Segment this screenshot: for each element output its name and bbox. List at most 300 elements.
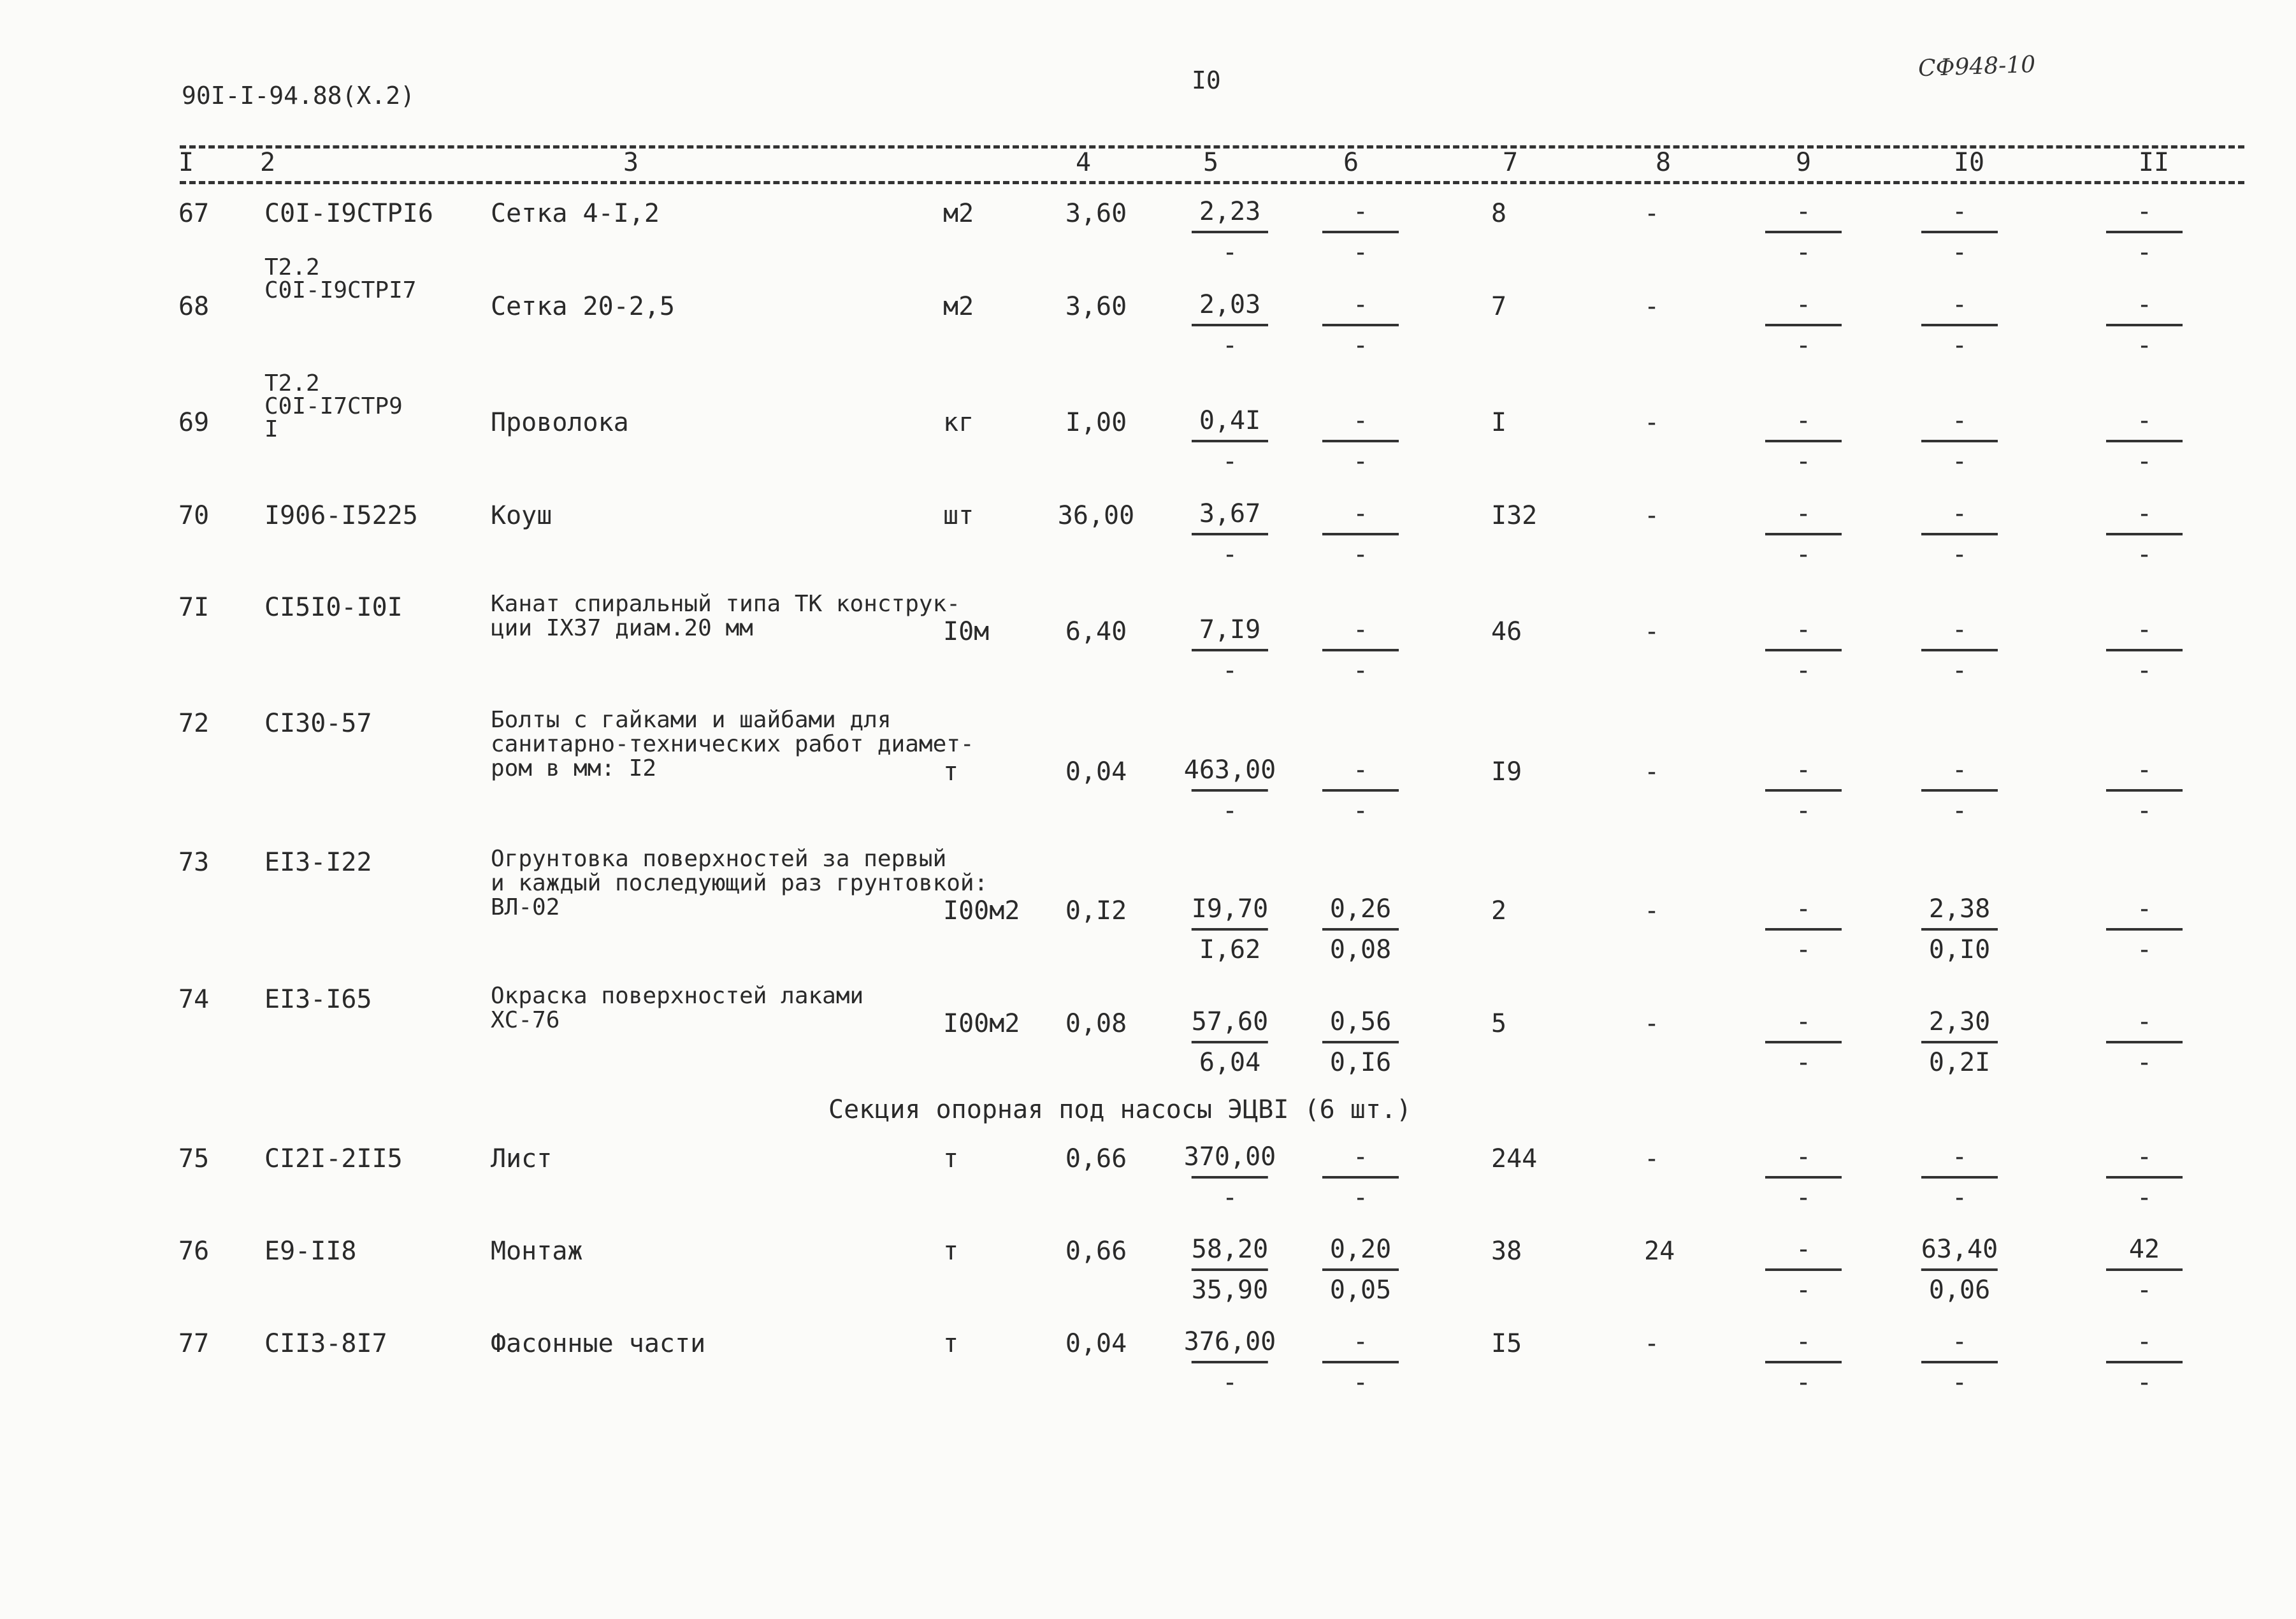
quantity: 0,08 — [1065, 1009, 1127, 1038]
quantity: 0,04 — [1065, 1329, 1127, 1358]
col6-value-top: - — [1352, 290, 1369, 319]
item-name: Огрунтовка поверхностей за первый — [491, 846, 947, 872]
col9-value-top: - — [1795, 499, 1812, 528]
fraction-line — [1765, 1361, 1842, 1363]
col6-value-top: - — [1352, 406, 1369, 435]
col11-value-top: - — [2136, 1142, 2153, 1172]
col11-value-bottom: - — [2136, 1275, 2153, 1305]
col6-value-top: - — [1352, 1327, 1369, 1356]
item-code: C0I-I9CTPI7 — [264, 277, 417, 303]
unit: I00м2 — [943, 1009, 1020, 1038]
quantity: 6,40 — [1065, 617, 1127, 646]
item-name: Канат спиральный типа ТК конструк- — [491, 591, 960, 617]
item-name: Сетка 4-I,2 — [491, 199, 660, 228]
item-name: и каждый последующий раз грунтовкой: — [491, 870, 988, 896]
col5-value — [1184, 1144, 1276, 1210]
col10-value — [1921, 199, 1998, 265]
item-name: Проволока — [491, 408, 629, 437]
item-code: EI3-I22 — [264, 848, 372, 877]
col10-value — [1921, 1144, 1998, 1210]
col10-value-bottom: 0,I0 — [1928, 935, 1991, 964]
col9-value — [1765, 1009, 1842, 1075]
col9-value-top: - — [1795, 1235, 1812, 1264]
col7-value: 46 — [1491, 617, 1522, 646]
unit: кг — [943, 408, 974, 437]
col11-value-bottom: - — [2136, 1183, 2153, 1212]
col11-value — [2106, 408, 2183, 474]
col6-value — [1322, 1144, 1399, 1210]
col11-value-bottom: - — [2136, 935, 2153, 964]
fraction-line — [1192, 1361, 1268, 1363]
column-number: 9 — [1795, 148, 1812, 177]
col10-value-top: - — [1951, 290, 1968, 319]
item-code: CI2I-2II5 — [264, 1144, 403, 1173]
fraction-line — [2106, 533, 2183, 535]
col5-value-bottom: - — [1222, 656, 1238, 685]
col11-value-bottom: - — [2136, 796, 2153, 825]
col9-value-top: - — [1795, 290, 1812, 319]
col10-value — [1921, 757, 1998, 824]
col10-value — [1921, 501, 1998, 567]
col11-value — [2106, 757, 2183, 824]
unit: I0м — [943, 617, 990, 646]
col11-value-top: - — [2136, 894, 2153, 924]
column-number: I0 — [1953, 148, 1985, 177]
col5-value — [1192, 896, 1268, 962]
col10-value-top: 63,40 — [1921, 1235, 1998, 1264]
row-number: 74 — [178, 985, 210, 1014]
col10-value-bottom: - — [1951, 1368, 1968, 1397]
item-name: Коуш — [491, 501, 552, 530]
col11-value — [2106, 1144, 2183, 1210]
item-name: ВЛ-02 — [491, 894, 560, 920]
column-number: I — [178, 148, 194, 177]
col10-value-top: - — [1951, 615, 1968, 644]
quantity: 0,66 — [1065, 1144, 1127, 1173]
col11-value-bottom: - — [2136, 1368, 2153, 1397]
col5-value-top: 57,60 — [1191, 1007, 1269, 1036]
item-code: T2.2 — [264, 254, 320, 280]
col6-value-top: - — [1352, 755, 1369, 785]
col10-value — [1921, 1237, 1998, 1303]
col10-value — [1921, 408, 1998, 474]
fraction-line — [1322, 928, 1399, 931]
col9-value-bottom: - — [1795, 1368, 1812, 1397]
row-number: 69 — [178, 408, 210, 437]
col9-value — [1765, 617, 1842, 683]
row-number: 72 — [178, 709, 210, 738]
col7-value: I32 — [1491, 501, 1538, 530]
col9-value — [1765, 408, 1842, 474]
item-code: T2.2 — [264, 370, 320, 396]
quantity: 0,04 — [1065, 757, 1127, 787]
col5-value-top: 463,00 — [1183, 755, 1276, 785]
col6-value-bottom: 0,I6 — [1329, 1048, 1392, 1077]
col7-value: 7 — [1491, 292, 1507, 321]
fraction-line — [1921, 789, 1998, 792]
col6-value-bottom: - — [1352, 331, 1369, 360]
fraction-line — [2106, 1361, 2183, 1363]
document-code: 90I-I-94.88(X.2) — [182, 82, 415, 110]
fraction-line — [1921, 1268, 1998, 1271]
item-code: C0I-I7CTP9 — [264, 393, 403, 419]
item-name: Монтаж — [491, 1237, 583, 1266]
col11-value-top: - — [2136, 290, 2153, 319]
col5-value-bottom: - — [1222, 540, 1238, 569]
col6-value — [1322, 501, 1399, 567]
col11-value-bottom: - — [2136, 238, 2153, 267]
col6-value-bottom: - — [1352, 796, 1369, 825]
col5-value-top: 0,4I — [1199, 406, 1261, 435]
col10-value-top: - — [1951, 499, 1968, 528]
fraction-line — [1765, 533, 1842, 535]
col5-value-bottom: - — [1222, 1368, 1238, 1397]
column-number: 3 — [623, 148, 639, 177]
col9-value-top: - — [1795, 755, 1812, 785]
col9-value-top: - — [1795, 1142, 1812, 1172]
col11-value-top: 42 — [2128, 1235, 2160, 1264]
col11-value — [2106, 199, 2183, 265]
col5-value — [1192, 501, 1268, 567]
col9-value-bottom: - — [1795, 935, 1812, 964]
col7-value: 8 — [1491, 199, 1507, 228]
col11-value — [2106, 1329, 2183, 1395]
col6-value — [1322, 1237, 1399, 1303]
col9-value-top: - — [1795, 615, 1812, 644]
col11-value — [2106, 1009, 2183, 1075]
col11-value — [2106, 501, 2183, 567]
col6-value-top: - — [1352, 1142, 1369, 1172]
item-code: E9-II8 — [264, 1237, 357, 1266]
col9-value — [1765, 896, 1842, 962]
col10-value-top: 2,38 — [1928, 894, 1991, 924]
fraction-line — [2106, 928, 2183, 931]
col9-value-top: - — [1795, 406, 1812, 435]
col10-value-top: - — [1951, 755, 1968, 785]
col9-value-bottom: - — [1795, 796, 1812, 825]
quantity: 3,60 — [1065, 292, 1127, 321]
col11-value-bottom: - — [2136, 1048, 2153, 1077]
fraction-line — [2106, 789, 2183, 792]
fraction-line — [1921, 649, 1998, 651]
col5-value-bottom: - — [1222, 796, 1238, 825]
fraction-line — [1921, 1041, 1998, 1043]
fraction-line — [1192, 1041, 1268, 1043]
col11-value-top: - — [2136, 1327, 2153, 1356]
col6-value-top: 0,20 — [1329, 1235, 1392, 1264]
col9-value-top: - — [1795, 1007, 1812, 1036]
col7-value: I9 — [1491, 757, 1522, 787]
fraction-line — [1192, 789, 1268, 792]
col10-value-bottom: - — [1951, 796, 1968, 825]
col6-value — [1322, 1329, 1399, 1395]
col5-value-top: 7,I9 — [1199, 615, 1261, 644]
col9-value — [1765, 199, 1842, 265]
col10-value-top: - — [1951, 1327, 1968, 1356]
fraction-line — [1921, 1176, 1998, 1179]
col8-value: - — [1644, 1329, 1660, 1358]
fraction-line — [1765, 649, 1842, 651]
col8-value: - — [1644, 617, 1660, 646]
fraction-line — [1192, 1268, 1268, 1271]
handwritten-note: СФ948-10 — [1917, 51, 2036, 82]
col10-value-top: - — [1951, 406, 1968, 435]
quantity: 36,00 — [1057, 501, 1135, 530]
col9-value-bottom: - — [1795, 1275, 1812, 1305]
fraction-line — [1322, 1268, 1399, 1271]
fraction-line — [1322, 440, 1399, 442]
col7-value: 38 — [1491, 1237, 1522, 1266]
fraction-line — [1921, 533, 1998, 535]
section-title: Секция опорная под насосы ЭЦВI (6 шт.) — [828, 1095, 1412, 1124]
col11-value — [2106, 896, 2183, 962]
col5-value — [1192, 1237, 1268, 1303]
col9-value-bottom: - — [1795, 238, 1812, 267]
row-number: 73 — [178, 848, 210, 877]
unit: т — [943, 1144, 959, 1173]
col10-value — [1921, 1009, 1998, 1075]
fraction-line — [1322, 1361, 1399, 1363]
col5-value-top: 58,20 — [1191, 1235, 1269, 1264]
fraction-line — [1192, 440, 1268, 442]
col10-value — [1921, 1329, 1998, 1395]
col6-value-top: - — [1352, 197, 1369, 226]
col7-value: 244 — [1491, 1144, 1538, 1173]
col11-value-bottom: - — [2136, 331, 2153, 360]
quantity: 3,60 — [1065, 199, 1127, 228]
fraction-line — [1765, 324, 1842, 326]
col10-value-bottom: - — [1951, 447, 1968, 476]
col5-value-top: 370,00 — [1183, 1142, 1276, 1172]
col9-value-top: - — [1795, 1327, 1812, 1356]
col6-value-top: 0,56 — [1329, 1007, 1392, 1036]
column-number: 5 — [1202, 148, 1219, 177]
col6-value — [1322, 617, 1399, 683]
fraction-line — [1921, 1361, 1998, 1363]
col9-value — [1765, 1329, 1842, 1395]
fraction-line — [1322, 649, 1399, 651]
col5-value — [1192, 292, 1268, 358]
col6-value — [1322, 757, 1399, 824]
col6-value-top: 0,26 — [1329, 894, 1392, 924]
col8-value: - — [1644, 408, 1660, 437]
col6-value-bottom: 0,08 — [1329, 935, 1392, 964]
col5-value-bottom: - — [1222, 238, 1238, 267]
column-number: II — [2138, 148, 2170, 177]
fraction-line — [1921, 231, 1998, 233]
unit: м2 — [943, 199, 974, 228]
unit: т — [943, 757, 959, 787]
fraction-line — [1765, 928, 1842, 931]
fraction-line — [1192, 533, 1268, 535]
fraction-line — [1192, 324, 1268, 326]
fraction-line — [1765, 1041, 1842, 1043]
item-code: I — [264, 416, 278, 442]
col11-value-bottom: - — [2136, 447, 2153, 476]
col9-value — [1765, 757, 1842, 824]
col9-value-bottom: - — [1795, 540, 1812, 569]
quantity: 0,66 — [1065, 1237, 1127, 1266]
fraction-line — [1192, 928, 1268, 931]
unit: I00м2 — [943, 896, 1020, 926]
col5-value — [1192, 199, 1268, 265]
fraction-line — [2106, 1176, 2183, 1179]
header-divider-bottom — [180, 181, 2244, 184]
fraction-line — [1765, 1268, 1842, 1271]
item-code: CI5I0-I0I — [264, 593, 403, 622]
col7-value: I — [1491, 408, 1507, 437]
col6-value-bottom: - — [1352, 447, 1369, 476]
col11-value-bottom: - — [2136, 540, 2153, 569]
fraction-line — [1921, 440, 1998, 442]
row-number: 67 — [178, 199, 210, 228]
item-code: CI30-57 — [264, 709, 372, 738]
item-name: Болты с гайками и шайбами для — [491, 707, 892, 733]
col6-value — [1322, 896, 1399, 962]
col10-value-bottom: - — [1951, 540, 1968, 569]
row-number: 68 — [178, 292, 210, 321]
col9-value-top: - — [1795, 894, 1812, 924]
col11-value-top: - — [2136, 755, 2153, 785]
unit: т — [943, 1329, 959, 1358]
col6-value-bottom: - — [1352, 238, 1369, 267]
col11-value — [2106, 292, 2183, 358]
col10-value-top: - — [1951, 1142, 1968, 1172]
fraction-line — [1921, 928, 1998, 931]
row-number: 7I — [178, 593, 210, 622]
col10-value — [1921, 292, 1998, 358]
col5-value-bottom: - — [1222, 331, 1238, 360]
col5-value-top: 3,67 — [1199, 499, 1261, 528]
item-name: ром в мм: I2 — [491, 755, 657, 781]
fraction-line — [2106, 440, 2183, 442]
column-number: 8 — [1655, 148, 1671, 177]
col9-value-bottom: - — [1795, 1048, 1812, 1077]
col5-value-bottom: 6,04 — [1199, 1048, 1261, 1077]
row-number: 77 — [178, 1329, 210, 1358]
page-number: I0 — [1192, 66, 1221, 94]
col8-value: - — [1644, 199, 1660, 228]
fraction-line — [1765, 440, 1842, 442]
fraction-line — [1322, 533, 1399, 535]
fraction-line — [1765, 789, 1842, 792]
col5-value-bottom: - — [1222, 447, 1238, 476]
col11-value — [2106, 617, 2183, 683]
col9-value-bottom: - — [1795, 331, 1812, 360]
col6-value-bottom: - — [1352, 1183, 1369, 1212]
item-name: Окраска поверхностей лаками — [491, 983, 864, 1009]
col11-value — [2106, 1237, 2183, 1303]
fraction-line — [2106, 231, 2183, 233]
col11-value-top: - — [2136, 499, 2153, 528]
col5-value-top: 2,03 — [1199, 290, 1261, 319]
fraction-line — [1765, 231, 1842, 233]
item-name: ХС-76 — [491, 1007, 560, 1033]
col8-value: - — [1644, 1009, 1660, 1038]
column-number: 7 — [1502, 148, 1519, 177]
col5-value-bottom: - — [1222, 1183, 1238, 1212]
col10-value-top: - — [1951, 197, 1968, 226]
col10-value-bottom: - — [1951, 656, 1968, 685]
column-number: 6 — [1343, 148, 1359, 177]
col8-value: - — [1644, 1144, 1660, 1173]
col9-value — [1765, 292, 1842, 358]
col9-value-bottom: - — [1795, 656, 1812, 685]
col5-value — [1192, 1009, 1268, 1075]
col8-value: - — [1644, 501, 1660, 530]
col10-value-bottom: - — [1951, 1183, 1968, 1212]
fraction-line — [2106, 324, 2183, 326]
fraction-line — [1322, 324, 1399, 326]
col9-value-top: - — [1795, 197, 1812, 226]
fraction-line — [2106, 1268, 2183, 1271]
item-name: санитарно-технических работ диамет- — [491, 731, 974, 757]
fraction-line — [1322, 789, 1399, 792]
col5-value — [1192, 408, 1268, 474]
fraction-line — [2106, 1041, 2183, 1043]
col6-value-bottom: - — [1352, 540, 1369, 569]
col9-value — [1765, 501, 1842, 567]
col5-value-bottom: I,62 — [1199, 935, 1261, 964]
col5-value-top: 376,00 — [1183, 1327, 1276, 1356]
col7-value: 5 — [1491, 1009, 1507, 1038]
row-number: 75 — [178, 1144, 210, 1173]
item-code: CII3-8I7 — [264, 1329, 387, 1358]
unit: шт — [943, 501, 974, 530]
fraction-line — [2106, 649, 2183, 651]
item-name: Фасонные части — [491, 1329, 706, 1358]
col5-value-top: I9,70 — [1191, 894, 1269, 924]
col9-value-bottom: - — [1795, 447, 1812, 476]
col10-value-bottom: 0,2I — [1928, 1048, 1991, 1077]
item-name: ции IX37 диам.20 мм — [491, 615, 753, 641]
col8-value: - — [1644, 757, 1660, 787]
fraction-line — [1322, 231, 1399, 233]
item-name: Сетка 20-2,5 — [491, 292, 675, 321]
col6-value — [1322, 408, 1399, 474]
col11-value-bottom: - — [2136, 656, 2153, 685]
col5-value — [1192, 617, 1268, 683]
col6-value-bottom: - — [1352, 1368, 1369, 1397]
col11-value-top: - — [2136, 197, 2153, 226]
col5-value — [1184, 757, 1276, 824]
col6-value-bottom: 0,05 — [1329, 1275, 1392, 1305]
col11-value-top: - — [2136, 615, 2153, 644]
item-code: I906-I5225 — [264, 501, 418, 530]
col10-value-bottom: - — [1951, 238, 1968, 267]
col6-value-top: - — [1352, 615, 1369, 644]
col6-value-bottom: - — [1352, 656, 1369, 685]
row-number: 70 — [178, 501, 210, 530]
col10-value — [1921, 617, 1998, 683]
col10-value-bottom: - — [1951, 331, 1968, 360]
fraction-line — [1322, 1041, 1399, 1043]
fraction-line — [1765, 1176, 1842, 1179]
fraction-line — [1192, 231, 1268, 233]
col5-value-bottom: 35,90 — [1191, 1275, 1269, 1305]
col8-value: - — [1644, 292, 1660, 321]
fraction-line — [1322, 1176, 1399, 1179]
col8-value: 24 — [1644, 1237, 1675, 1266]
col6-value-top: - — [1352, 499, 1369, 528]
item-code: EI3-I65 — [264, 985, 372, 1014]
col5-value — [1184, 1329, 1276, 1395]
unit: м2 — [943, 292, 974, 321]
fraction-line — [1192, 1176, 1268, 1179]
col5-value-top: 2,23 — [1199, 197, 1261, 226]
col6-value — [1322, 292, 1399, 358]
col10-value-bottom: 0,06 — [1928, 1275, 1991, 1305]
